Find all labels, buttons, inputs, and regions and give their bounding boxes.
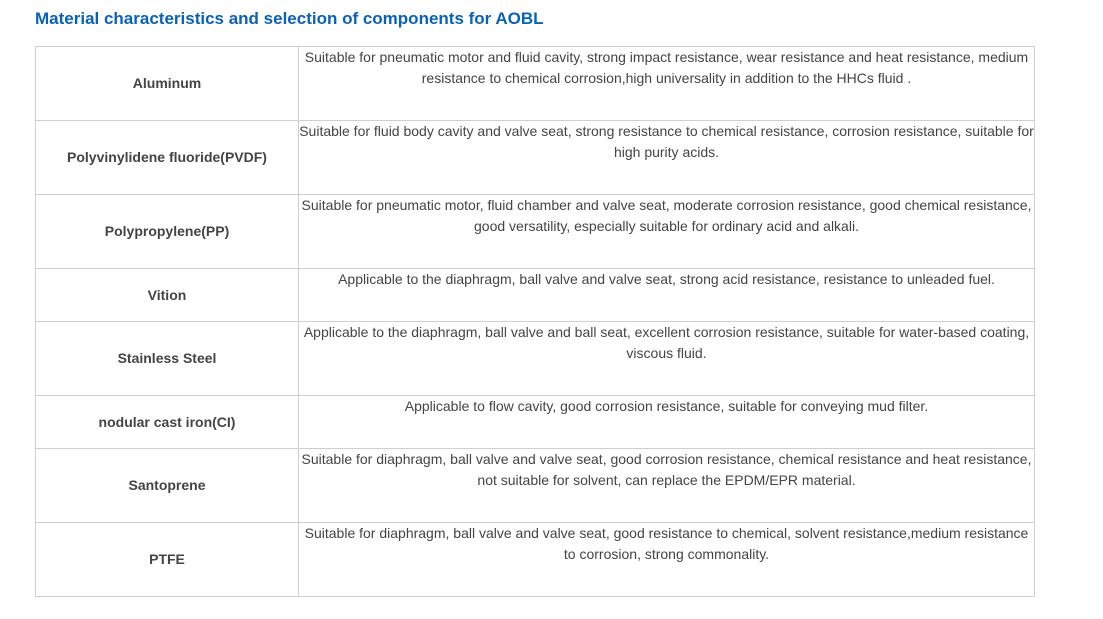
material-name: Polypropylene(PP)	[36, 195, 299, 269]
material-name: Stainless Steel	[36, 322, 299, 396]
material-name: Santoprene	[36, 449, 299, 523]
table-row	[36, 322, 1035, 396]
table-row	[36, 269, 1035, 322]
material-description: Suitable for pneumatic motor, fluid chamber and valve seat, moderate corrosion resistance, good chemical resistance, good versatility, especially suitable for ordinary acid and alkali.	[299, 195, 1035, 269]
material-name: Polyvinylidene fluoride(PVDF)	[36, 121, 299, 195]
table-row	[36, 47, 1035, 121]
table-row	[36, 396, 1035, 449]
page-title: Material characteristics and selection of components for AOBL	[35, 9, 544, 28]
material-name: Vition	[36, 269, 299, 322]
material-name: nodular cast iron(CI)	[36, 396, 299, 449]
material-name: Aluminum	[36, 47, 299, 121]
material-description: Applicable to flow cavity, good corrosion resistance, suitable for conveying mud filter.	[299, 396, 1035, 449]
material-description: Applicable to the diaphragm, ball valve and valve seat, strong acid resistance, resistance to unleaded fuel.	[299, 269, 1035, 322]
materials-table	[35, 46, 1035, 597]
material-description: Suitable for diaphragm, ball valve and valve seat, good corrosion resistance, chemical resistance and heat resistance, not suitable for solvent, can replace the EPDM/EPR material.	[299, 449, 1035, 523]
table-row	[36, 449, 1035, 523]
material-name: PTFE	[36, 523, 299, 597]
material-description: Applicable to the diaphragm, ball valve and ball seat, excellent corrosion resistance, suitable for water-based coating, viscous fluid.	[299, 322, 1035, 396]
material-description: Suitable for diaphragm, ball valve and valve seat, good resistance to chemical, solvent resistance,medium resistance to corrosion, strong commonality.	[299, 523, 1035, 597]
table-row	[36, 121, 1035, 195]
material-description: Suitable for pneumatic motor and fluid cavity, strong impact resistance, wear resistance and heat resistance, medium resistance to chemical corrosion,high universality in addition to the HHCs fluid .	[299, 47, 1035, 121]
table-row	[36, 195, 1035, 269]
table-row	[36, 523, 1035, 597]
material-description: Suitable for fluid body cavity and valve seat, strong resistance to chemical resistance, corrosion resistance, suitable for high purity acids.	[299, 121, 1035, 195]
